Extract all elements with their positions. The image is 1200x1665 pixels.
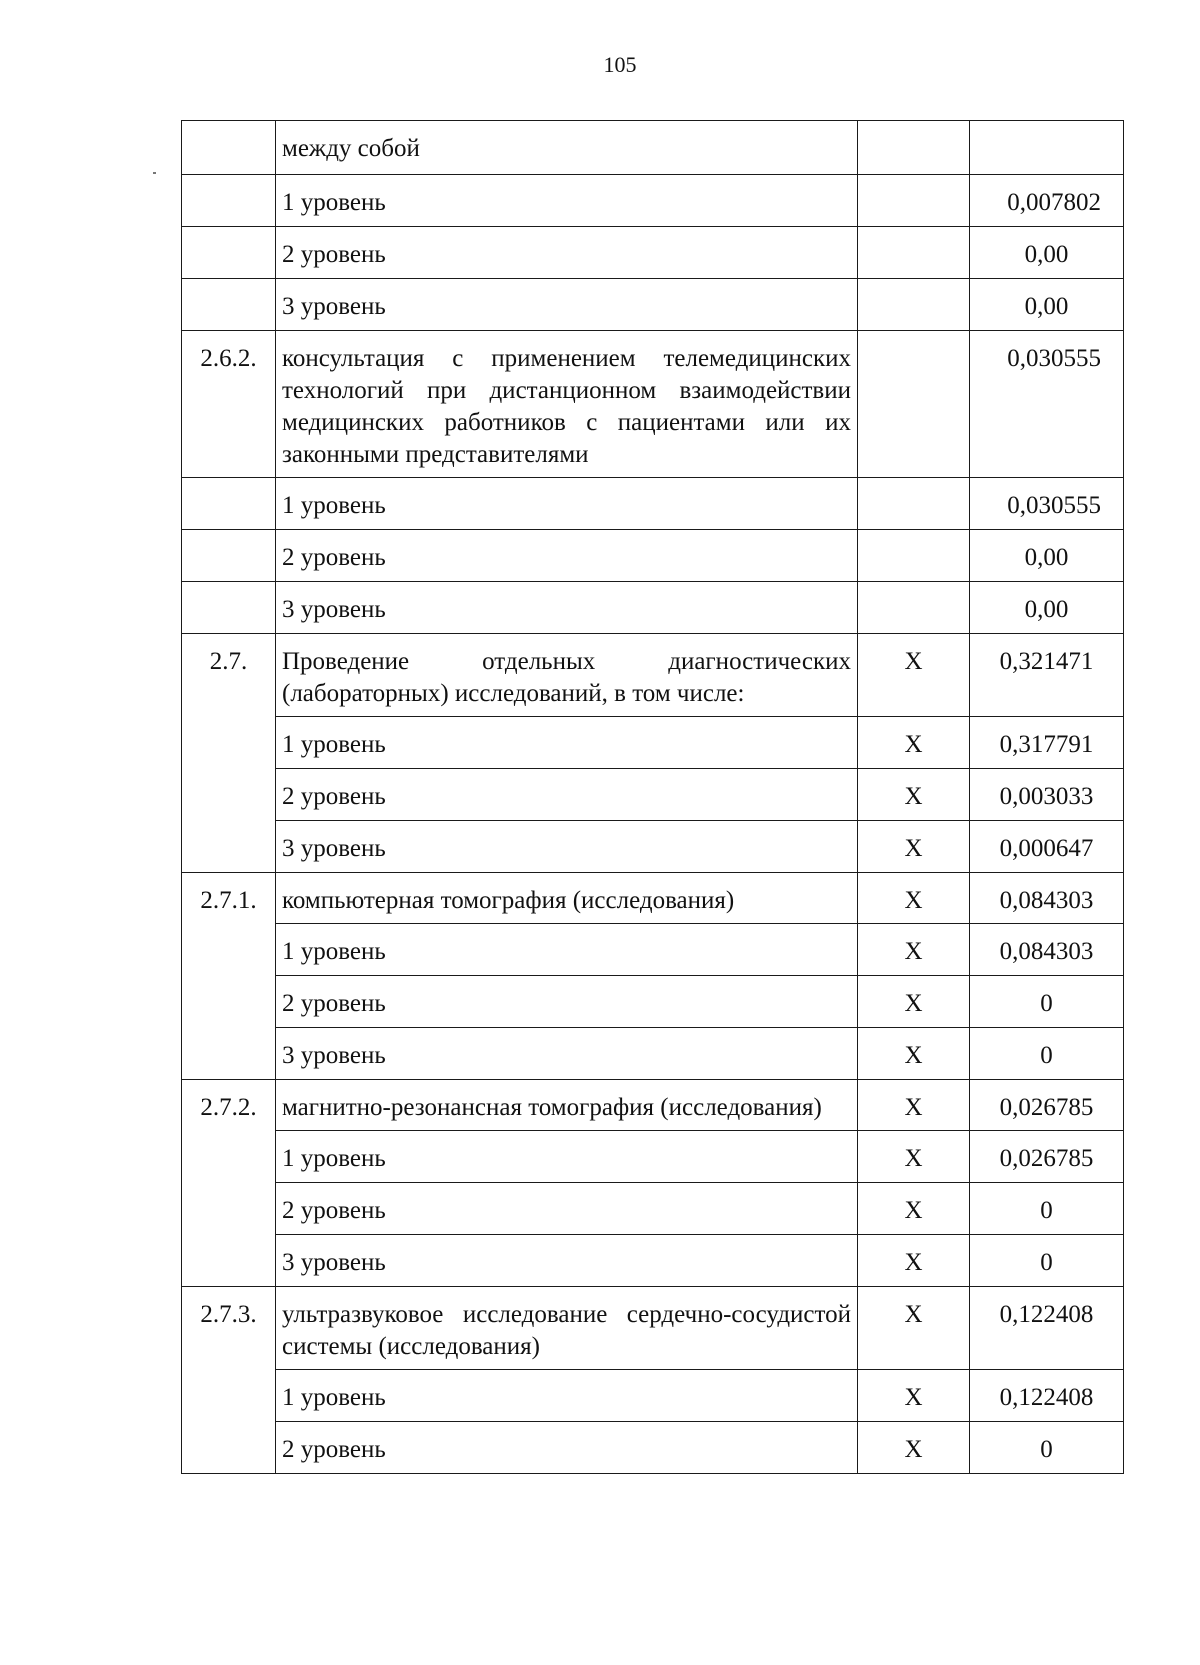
table-row — [182, 530, 1124, 582]
row-value-cell: 0,030555 — [970, 331, 1124, 478]
row-number-cell — [182, 175, 276, 227]
row-mark-cell — [858, 121, 970, 175]
table-row — [182, 924, 1124, 976]
table-row — [182, 1370, 1124, 1422]
row-value-cell: 0 — [970, 1028, 1124, 1080]
row-mark-cell: X — [858, 1131, 970, 1183]
page-number: 105 — [603, 52, 637, 77]
row-value-cell: 0,122408 — [970, 1287, 1124, 1370]
row-name-cell: компьютерная томография (исследования) — [276, 873, 858, 924]
table-row — [182, 121, 1124, 175]
row-name-cell: 2 уровень — [276, 976, 858, 1028]
row-mark-cell: X — [858, 1028, 970, 1080]
row-name-cell: 2 уровень — [276, 769, 858, 821]
row-mark-cell: X — [858, 1287, 970, 1370]
row-mark-cell — [858, 227, 970, 279]
table-row — [182, 873, 1124, 924]
row-name-cell: 3 уровень — [276, 279, 858, 331]
table-row — [182, 279, 1124, 331]
scan-speck — [153, 172, 156, 174]
row-name-cell: 2 уровень — [276, 1183, 858, 1235]
row-name-cell: 2 уровень — [276, 530, 858, 582]
table-row — [182, 1235, 1124, 1287]
row-number-cell: 2.7.3. — [182, 1287, 276, 1474]
table-row — [182, 227, 1124, 279]
row-name-cell: 1 уровень — [276, 1370, 858, 1422]
table-body — [182, 121, 1124, 1474]
row-mark-cell: X — [858, 717, 970, 769]
row-value-cell: 0,317791 — [970, 717, 1124, 769]
row-name-cell: 2 уровень — [276, 227, 858, 279]
table-row — [182, 1080, 1124, 1131]
table-row — [182, 582, 1124, 634]
row-name-cell: 3 уровень — [276, 821, 858, 873]
table-row — [182, 821, 1124, 873]
row-name-cell: 3 уровень — [276, 582, 858, 634]
row-mark-cell: X — [858, 873, 970, 924]
row-value-cell: 0,00 — [970, 279, 1124, 331]
row-mark-cell: X — [858, 1183, 970, 1235]
row-number-cell — [182, 279, 276, 331]
row-value-cell: 0 — [970, 1183, 1124, 1235]
row-name-cell: 1 уровень — [276, 924, 858, 976]
row-number-cell — [182, 478, 276, 530]
table-row — [182, 634, 1124, 717]
table-row — [182, 1183, 1124, 1235]
row-number-cell: 2.6.2. — [182, 331, 276, 478]
row-mark-cell — [858, 582, 970, 634]
row-mark-cell: X — [858, 769, 970, 821]
row-number-cell — [182, 530, 276, 582]
table-row — [182, 1287, 1124, 1370]
row-mark-cell — [858, 175, 970, 227]
row-value-cell: 0,00 — [970, 530, 1124, 582]
row-value-cell: 0 — [970, 1422, 1124, 1474]
row-value-cell: 0 — [970, 976, 1124, 1028]
row-value-cell: 0,026785 — [970, 1080, 1124, 1131]
row-name-cell: 2 уровень — [276, 1422, 858, 1474]
row-value-cell: 0,026785 — [970, 1131, 1124, 1183]
row-value-cell: 0,00 — [970, 582, 1124, 634]
row-value-cell: 0,003033 — [970, 769, 1124, 821]
row-mark-cell: X — [858, 634, 970, 717]
row-name-cell: ультразвуковое исследование сердечно-сосудистой системы (исследования) — [276, 1287, 858, 1370]
row-name-cell: консультация с применением телемедицинских технологий при дистанционном взаимодействии медицинских работников с пациентами или их законными представителями — [276, 331, 858, 478]
row-value-cell: 0,000647 — [970, 821, 1124, 873]
row-mark-cell: X — [858, 821, 970, 873]
row-name-cell: 3 уровень — [276, 1028, 858, 1080]
row-name-cell: 1 уровень — [276, 1131, 858, 1183]
table-row — [182, 331, 1124, 478]
row-mark-cell — [858, 530, 970, 582]
row-value-cell: 0,007802 — [970, 175, 1124, 227]
standards-table — [181, 120, 1124, 1474]
table-row — [182, 1422, 1124, 1474]
row-mark-cell: X — [858, 1235, 970, 1287]
row-value-cell: 0,084303 — [970, 873, 1124, 924]
row-mark-cell: X — [858, 976, 970, 1028]
table-row — [182, 1131, 1124, 1183]
row-number-cell: 2.7.1. — [182, 873, 276, 1080]
table-row — [182, 769, 1124, 821]
row-value-cell — [970, 121, 1124, 175]
row-name-cell: между собой — [276, 121, 858, 175]
row-name-cell: 1 уровень — [276, 175, 858, 227]
row-mark-cell: X — [858, 1422, 970, 1474]
row-name-cell: 3 уровень — [276, 1235, 858, 1287]
row-name-cell: магнитно-резонансная томография (исследования) — [276, 1080, 858, 1131]
row-mark-cell — [858, 478, 970, 530]
row-number-cell: 2.7.2. — [182, 1080, 276, 1287]
table-row — [182, 478, 1124, 530]
row-mark-cell: X — [858, 1370, 970, 1422]
row-number-cell — [182, 227, 276, 279]
table-row — [182, 175, 1124, 227]
row-number-cell — [182, 121, 276, 175]
row-value-cell: 0,122408 — [970, 1370, 1124, 1422]
row-mark-cell: X — [858, 924, 970, 976]
row-mark-cell — [858, 331, 970, 478]
row-name-cell: Проведение отдельных диагностических (лабораторных) исследований, в том числе: — [276, 634, 858, 717]
table-row — [182, 717, 1124, 769]
row-value-cell: 0,321471 — [970, 634, 1124, 717]
row-name-cell: 1 уровень — [276, 717, 858, 769]
row-mark-cell — [858, 279, 970, 331]
row-value-cell: 0,030555 — [970, 478, 1124, 530]
row-value-cell: 0 — [970, 1235, 1124, 1287]
row-number-cell: 2.7. — [182, 634, 276, 873]
row-name-cell: 1 уровень — [276, 478, 858, 530]
row-mark-cell: X — [858, 1080, 970, 1131]
row-number-cell — [182, 582, 276, 634]
table-row — [182, 1028, 1124, 1080]
row-value-cell: 0,084303 — [970, 924, 1124, 976]
row-value-cell: 0,00 — [970, 227, 1124, 279]
table-row — [182, 976, 1124, 1028]
